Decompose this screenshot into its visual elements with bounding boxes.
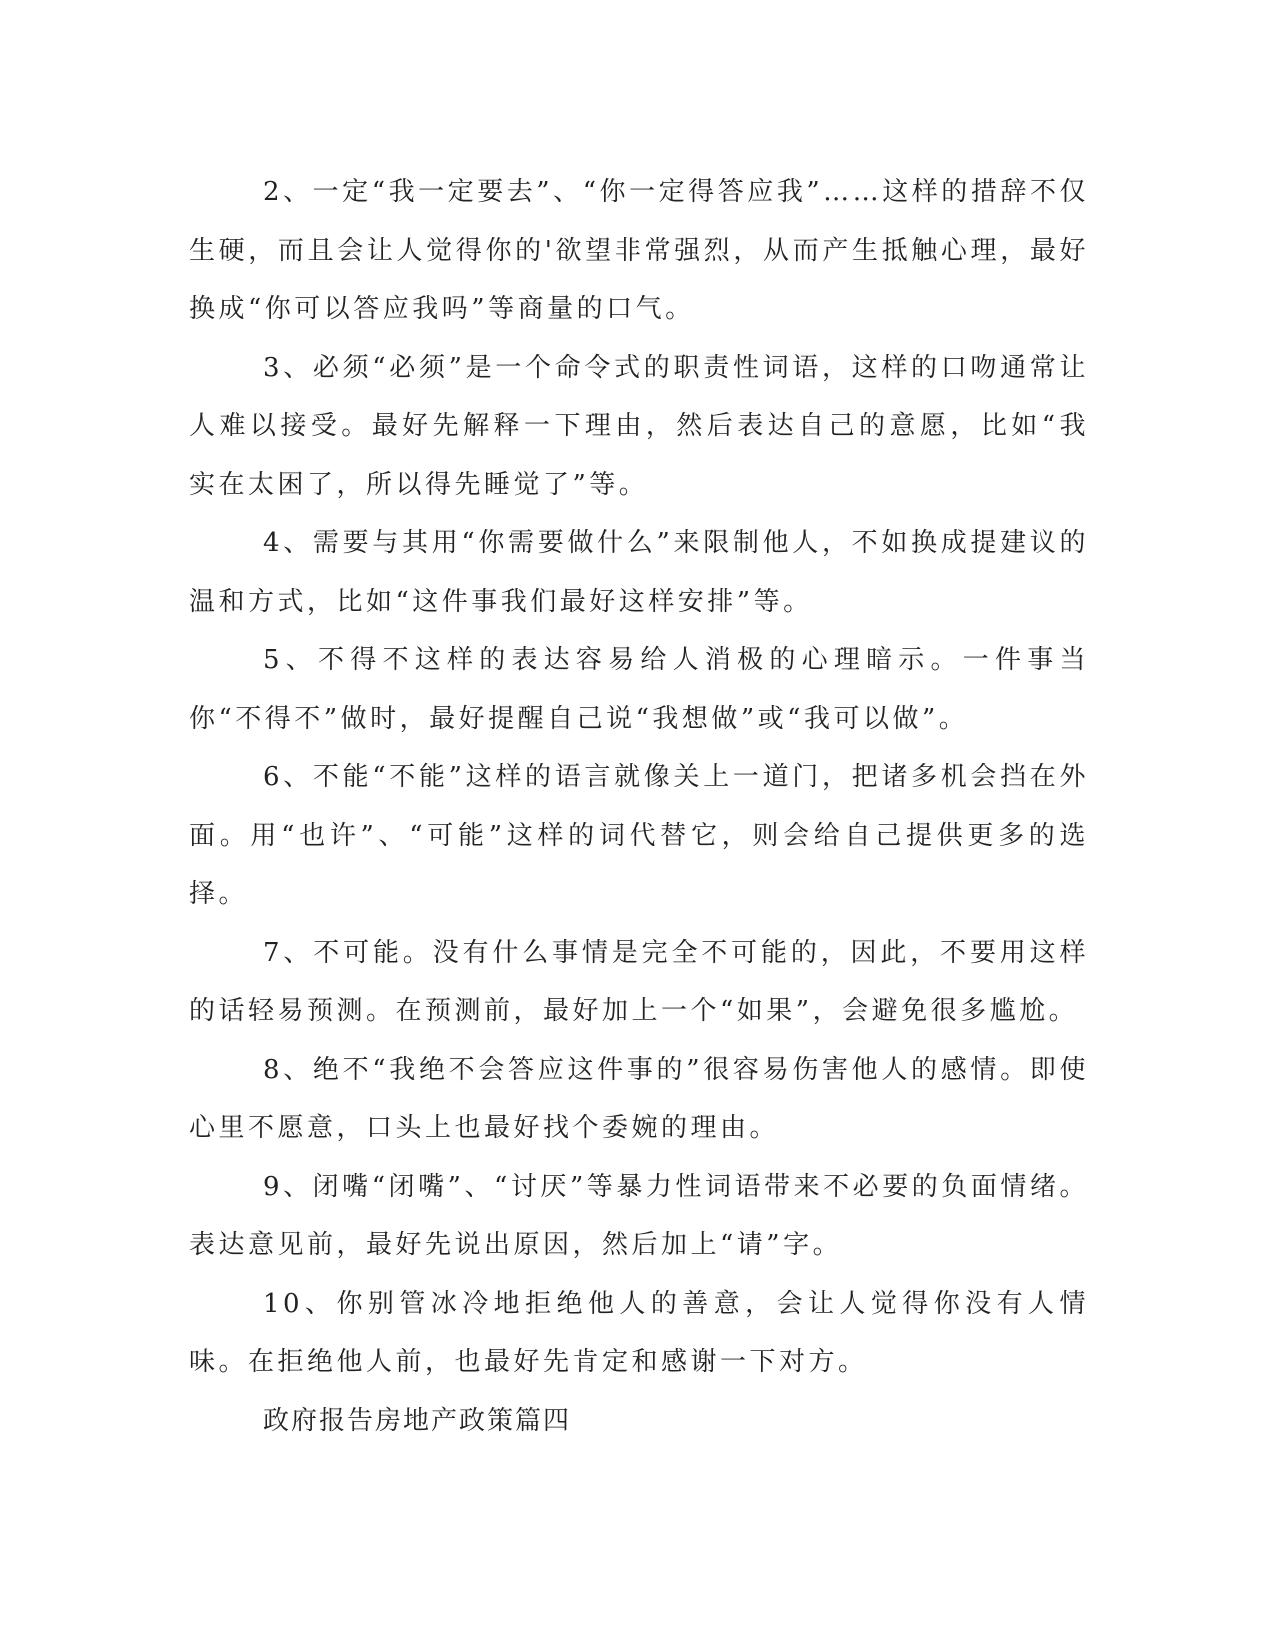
paragraph-6: 6、不能“不能”这样的语言就像关上一道门，把诸多机会挡在外面。用“也许”、“可能”这样的词代替它，则会给自己提供更多的选择。	[189, 762, 1089, 909]
paragraph-8: 8、绝不“我绝不会答应这件事的”很容易伤害他人的感情。即使心里不愿意，口头上也最好找个委婉的理由。	[189, 1054, 1089, 1143]
paragraph-2: 2、一定“我一定要去”、“你一定得答应我”……这样的措辞不仅生硬，而且会让人觉得你的'欲望非常强烈，从而产生抵触心理，最好换成“你可以答应我吗”等商量的口气。	[189, 177, 1089, 324]
paragraph-5: 5、不得不这样的表达容易给人消极的心理暗示。一件事当你“不得不”做时，最好提醒自己说“我想做”或“我可以做”。	[189, 645, 1089, 734]
paragraph-9: 9、闭嘴“闭嘴”、“讨厌”等暴力性词语带来不必要的负面情绪。表达意见前，最好先说出原因，然后加上“请”字。	[189, 1171, 1089, 1260]
paragraph-10: 10、你别管冰冷地拒绝他人的善意，会让人觉得你没有人情味。在拒绝他人前，也最好先肯定和感谢一下对方。	[189, 1288, 1089, 1377]
paragraph-7: 7、不可能。没有什么事情是完全不可能的，因此，不要用这样的话轻易预测。在预测前，最好加上一个“如果”，会避免很多尴尬。	[189, 937, 1089, 1026]
paragraph-3: 3、必须“必须”是一个命令式的职责性词语，这样的口吻通常让人难以接受。最好先解释一下理由，然后表达自己的意愿，比如“我实在太困了，所以得先睡觉了”等。	[189, 352, 1089, 500]
document-body	[189, 163, 1089, 1450]
paragraph-4: 4、需要与其用“你需要做什么”来限制他人，不如换成提建议的温和方式，比如“这件事我们最好这样安排”等。	[189, 528, 1089, 617]
section-heading: 政府报告房地产政策篇四	[263, 1405, 572, 1436]
